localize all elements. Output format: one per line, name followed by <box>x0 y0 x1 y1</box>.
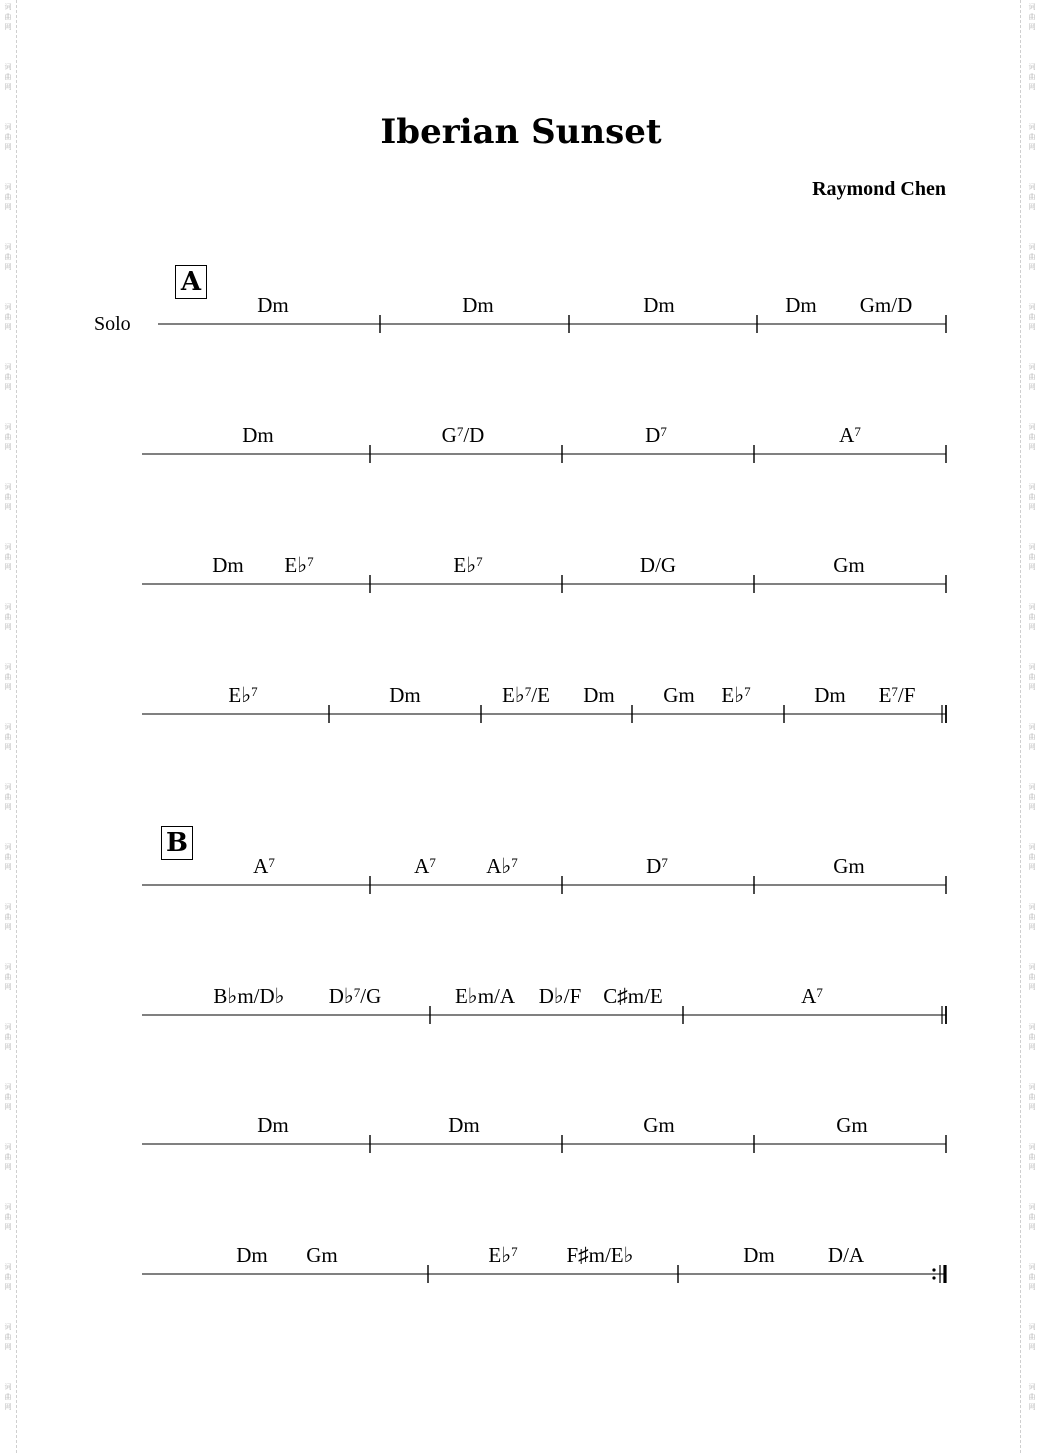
watermark-text: 词曲网 <box>1028 3 1036 31</box>
watermark-text: 词曲网 <box>1028 483 1036 511</box>
chord-symbol: Gm <box>833 553 865 577</box>
chord-symbol: E♭$^7$ <box>488 1243 518 1267</box>
chord-symbol: D/G <box>639 553 677 577</box>
watermark-text: 词曲网 <box>1028 663 1036 691</box>
watermark-text: 词曲网 <box>1028 63 1036 91</box>
watermark-text: 词曲网 <box>4 243 12 271</box>
rehearsal-mark-b: B <box>161 826 193 860</box>
chord-symbol: Gm <box>643 1113 675 1137</box>
watermark-text: 词曲网 <box>1028 543 1036 571</box>
chord-symbol: D/A <box>827 1243 865 1267</box>
watermark-text: 词曲网 <box>1028 243 1036 271</box>
watermark-text: 词曲网 <box>4 3 12 31</box>
chord-symbol: D♭/F <box>538 984 582 1008</box>
watermark-text: 词曲网 <box>4 123 12 151</box>
watermark-text: 词曲网 <box>4 663 12 691</box>
watermark-text: 词曲网 <box>4 1203 12 1231</box>
chord-symbol: Dm <box>242 423 274 447</box>
watermark-text: 词曲网 <box>1028 363 1036 391</box>
chord-symbol: Dm <box>743 1243 775 1267</box>
watermark-text: 词曲网 <box>4 843 12 871</box>
chord-symbol: E♭$^7$ <box>284 553 314 577</box>
watermark-text: 词曲网 <box>4 1263 12 1291</box>
watermark-text: 词曲网 <box>1028 1023 1036 1051</box>
chord-symbol: Dm <box>257 293 289 317</box>
rehearsal-mark-a: A <box>175 265 207 299</box>
chord-symbol: E♭$^7$ <box>453 553 483 577</box>
chord-symbol: E♭$^7$ <box>228 683 258 707</box>
chord-symbol: Dm <box>785 293 817 317</box>
chord-symbol: Gm/D <box>859 293 913 317</box>
chord-symbol: F♯m/E♭ <box>566 1243 634 1267</box>
chord-symbol: Gm <box>663 683 695 707</box>
watermark-text: 词曲网 <box>1028 1323 1036 1351</box>
watermark-text: 词曲网 <box>4 423 12 451</box>
watermark-text: 词曲网 <box>4 63 12 91</box>
chord-symbol: Dm <box>257 1113 289 1137</box>
watermark-text: 词曲网 <box>4 1323 12 1351</box>
watermark-text: 词曲网 <box>1028 1263 1036 1291</box>
watermark-text: 词曲网 <box>4 363 12 391</box>
watermark-text: 词曲网 <box>4 963 12 991</box>
chord-symbol: $A^7$ <box>801 984 823 1008</box>
watermark-text: 词曲网 <box>4 783 12 811</box>
watermark-text: 词曲网 <box>1028 723 1036 751</box>
watermark-text: 词曲网 <box>4 903 12 931</box>
chord-symbol: D♭$^7$/G <box>328 984 382 1008</box>
chord-symbol: E♭$^7$ <box>721 683 751 707</box>
watermark-text: 词曲网 <box>1028 843 1036 871</box>
watermark-text: 词曲网 <box>4 183 12 211</box>
chord-symbol: $A^7$ <box>414 854 436 878</box>
watermark-text: 词曲网 <box>4 603 12 631</box>
watermark-text: 词曲网 <box>4 303 12 331</box>
repeat-dot <box>932 1268 935 1271</box>
watermark-text: 词曲网 <box>4 1023 12 1051</box>
song-title: Iberian Sunset <box>380 112 662 152</box>
watermark-text: 词曲网 <box>1028 1203 1036 1231</box>
chord-symbol: Gm <box>836 1113 868 1137</box>
watermark-text: 词曲网 <box>4 483 12 511</box>
watermark-text: 词曲网 <box>1028 423 1036 451</box>
chord-symbol: A♭$^7$ <box>486 854 518 878</box>
watermark-text: 词曲网 <box>1028 603 1036 631</box>
watermark-text: 词曲网 <box>1028 903 1036 931</box>
chord-symbol: Dm <box>448 1113 480 1137</box>
chord-symbol: Gm <box>833 854 865 878</box>
watermark-text: 词曲网 <box>4 1083 12 1111</box>
watermark-text: 词曲网 <box>1028 783 1036 811</box>
chord-symbol: Dm <box>814 683 846 707</box>
chord-symbol: C♯m/E <box>603 984 663 1008</box>
watermark-text: 词曲网 <box>1028 303 1036 331</box>
instrument-label: Solo <box>94 313 131 335</box>
chord-symbol: $A^7$ <box>253 854 275 878</box>
watermark-text: 词曲网 <box>4 723 12 751</box>
chord-symbol: $D^7$ <box>646 854 668 878</box>
chord-symbol: Dm <box>462 293 494 317</box>
chord-symbol: Dm <box>236 1243 268 1267</box>
watermark-text: 词曲网 <box>4 1143 12 1171</box>
watermark-text: 词曲网 <box>1028 963 1036 991</box>
chord-symbol: Dm <box>389 683 421 707</box>
chord-symbol: $G^7/D$ <box>441 423 485 447</box>
composer-name: Raymond Chen <box>812 178 946 200</box>
watermark-text: 词曲网 <box>1028 123 1036 151</box>
chord-symbol: $E^7/F$ <box>878 683 916 707</box>
chord-symbol: Gm <box>306 1243 338 1267</box>
chord-symbol: $A^7$ <box>839 423 861 447</box>
watermark-text: 词曲网 <box>1028 1383 1036 1411</box>
watermark-text: 词曲网 <box>1028 1143 1036 1171</box>
repeat-dot <box>932 1276 935 1279</box>
chord-symbol: $D^7$ <box>645 423 667 447</box>
watermark-text: 词曲网 <box>4 543 12 571</box>
chord-symbol: E♭m/A <box>454 984 516 1008</box>
chord-symbol: E♭$^7$/E <box>502 683 550 707</box>
chord-symbol: Dm <box>643 293 675 317</box>
watermark-text: 词曲网 <box>1028 183 1036 211</box>
watermark-text: 词曲网 <box>1028 1083 1036 1111</box>
watermark-text: 词曲网 <box>4 1383 12 1411</box>
chord-symbol: Dm <box>583 683 615 707</box>
chord-symbol: Dm <box>212 553 244 577</box>
chord-symbol: B♭m/D♭ <box>213 984 285 1008</box>
